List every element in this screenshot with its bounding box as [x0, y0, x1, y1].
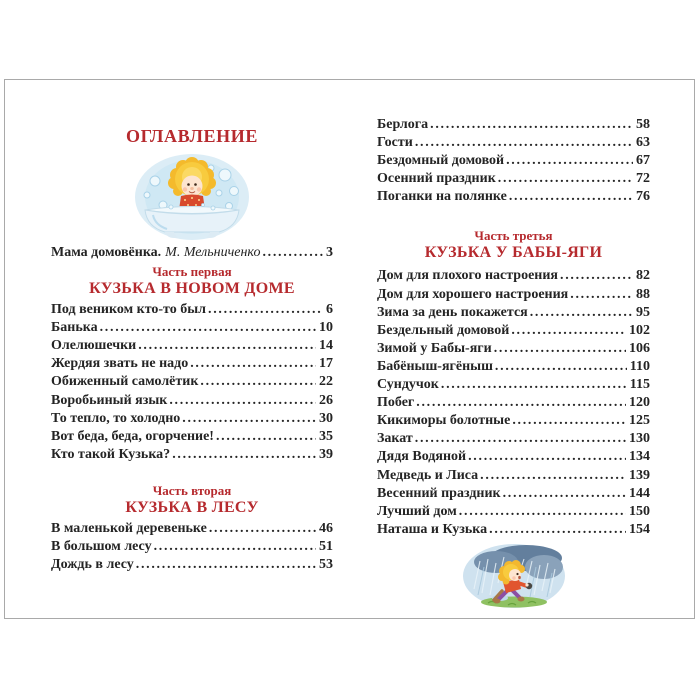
bathtub-illustration	[133, 153, 251, 241]
part2-entries-left	[51, 520, 333, 574]
part1-entries	[51, 301, 333, 464]
entry-page-number: 58	[636, 117, 650, 132]
entry-page-number: 88	[636, 286, 650, 302]
dot-leader	[100, 319, 316, 337]
toc-entry	[377, 412, 650, 430]
entry-title: Закат	[377, 431, 413, 447]
dot-leader	[511, 322, 626, 340]
entry-title: Поганки на полянке	[377, 189, 507, 205]
entry-page-number: 106	[629, 340, 650, 356]
entry-title: Зима за день покажется	[377, 304, 528, 320]
entry-page-number: 130	[629, 431, 650, 447]
toc-entry	[377, 304, 650, 322]
toc-entry	[377, 152, 650, 170]
toc-entry	[377, 376, 650, 394]
entry-title: Жердяя звать не надо	[51, 356, 189, 372]
dot-leader	[209, 520, 316, 538]
dot-leader	[441, 376, 627, 394]
dot-leader	[570, 286, 633, 304]
entry-page-number: 6	[326, 302, 333, 318]
dot-leader	[136, 556, 316, 574]
entry-title: Дом для плохого настроения	[377, 268, 558, 284]
dot-leader	[216, 428, 316, 446]
entry-title: Под веником кто-то был	[51, 302, 207, 318]
dot-leader	[415, 134, 633, 152]
part1-label: Часть первая	[152, 264, 232, 280]
entry-title: Банька	[51, 320, 98, 336]
entry-page-number: 82	[636, 268, 650, 284]
entry-page-number: 26	[319, 392, 333, 408]
entry-title: Олелюшечки	[51, 338, 137, 354]
entry-page-number: 95	[636, 304, 650, 320]
dot-leader	[415, 430, 626, 448]
part3-title: КУЗЬКА У БАБЫ-ЯГИ	[424, 244, 603, 262]
entry-title: Берлога	[377, 117, 429, 132]
toc-entry	[377, 521, 650, 539]
entry-page-number: 67	[636, 153, 650, 169]
dot-leader	[468, 448, 626, 466]
entry-page-number: 154	[629, 521, 650, 537]
dot-leader	[169, 392, 316, 410]
toc-entry	[377, 134, 650, 152]
entry-title: Бездомный домовой	[377, 153, 505, 169]
entry-title: Бабёныш-ягёныш	[377, 358, 493, 374]
dot-leader	[506, 152, 633, 170]
entry-title: Осенний праздник	[377, 171, 496, 187]
toc-entry	[377, 358, 650, 376]
rain-illustration	[462, 543, 566, 609]
toc-heading: ОГЛАВЛЕНИЕ	[126, 126, 258, 146]
entry-page-number: 17	[319, 356, 333, 372]
entry-title	[51, 244, 260, 262]
entry-title: Медведь и Лиса	[377, 467, 479, 483]
entry-title: В большом лесу	[51, 539, 152, 555]
dot-leader	[480, 467, 626, 485]
entry-title: В маленькой деревеньке	[51, 520, 207, 536]
dot-leader	[494, 340, 626, 358]
dot-leader	[560, 267, 633, 285]
toc-entry	[377, 322, 650, 340]
entry-page-number: 10	[319, 320, 333, 336]
toc-entry	[51, 301, 333, 319]
toc-entry	[51, 446, 333, 464]
entry-title: Кто такой Кузька?	[51, 446, 171, 462]
entry-title: Обиженный самолётик	[51, 374, 199, 390]
entry-title: Кикиморы болотные	[377, 413, 511, 429]
toc-entry	[51, 428, 333, 446]
entry-title: Лучший дом	[377, 503, 457, 519]
entry-name: Мама домовёнка.	[51, 245, 162, 260]
entry-title: Дядя Водяной	[377, 449, 467, 465]
dot-leader	[430, 116, 633, 134]
part3-label: Часть третья	[474, 228, 553, 244]
entry-title: Сундучок	[377, 377, 439, 393]
entry-title: То тепло, то холодно	[51, 410, 181, 426]
entry-title: Гости	[377, 135, 413, 151]
entry-page-number: 144	[629, 485, 650, 501]
entry-title: Весенний праздник	[377, 485, 501, 501]
part2-label: Часть вторая	[152, 482, 232, 498]
toc-entry	[377, 116, 650, 134]
dot-leader	[416, 394, 626, 412]
dot-leader	[503, 485, 626, 503]
dot-leader	[172, 446, 316, 464]
entry-page-number: 46	[319, 520, 333, 536]
dot-leader	[154, 538, 316, 556]
dot-leader	[200, 373, 316, 391]
dot-leader	[498, 170, 633, 188]
toc-entry	[51, 337, 333, 355]
dot-leader	[208, 301, 323, 319]
toc-entry	[377, 170, 650, 188]
dot-leader	[138, 337, 316, 355]
entry-author: М. Мельниченко	[165, 245, 261, 260]
dot-leader	[495, 358, 627, 376]
toc-entry	[377, 394, 650, 412]
dot-leader	[190, 355, 316, 373]
dot-leader	[509, 188, 633, 206]
dot-leader	[512, 412, 626, 430]
part1-title: КУЗЬКА В НОВОМ ДОМЕ	[89, 280, 295, 298]
toc-entry	[377, 467, 650, 485]
entry-page-number: 115	[629, 377, 650, 393]
entry-page-number: 63	[636, 135, 650, 151]
entry-page-number: 125	[629, 413, 650, 429]
toc-entry	[377, 503, 650, 521]
entry-title: Наташа и Кузька	[377, 521, 488, 537]
entry-page-number: 134	[629, 449, 650, 465]
entry-page-number: 22	[319, 374, 333, 390]
entry-page-number: 72	[636, 171, 650, 187]
dot-leader	[459, 503, 626, 521]
toc-left-column	[51, 80, 333, 574]
toc-entry	[51, 556, 333, 574]
entry-title: Дождь в лесу	[51, 557, 134, 573]
entry-page-number: 51	[319, 539, 333, 555]
toc-entry	[51, 319, 333, 337]
entry-page-number: 150	[629, 503, 650, 519]
toc-entry	[377, 267, 650, 285]
toc-right-column	[377, 80, 650, 609]
dot-leader	[530, 304, 633, 322]
entry-page-number: 35	[319, 428, 333, 444]
entry-page-number: 3	[326, 245, 333, 260]
toc-entry	[377, 286, 650, 304]
toc-entry	[51, 410, 333, 428]
toc-entry	[51, 355, 333, 373]
toc-entry	[377, 448, 650, 466]
entry-page-number: 30	[319, 410, 333, 426]
entry-title: Воробьиный язык	[51, 392, 168, 408]
entry-page-number: 53	[319, 557, 333, 573]
toc-entry	[377, 340, 650, 358]
toc-entry	[51, 392, 333, 410]
entry-page-number: 76	[636, 189, 650, 205]
part2-title: КУЗЬКА В ЛЕСУ	[125, 498, 259, 516]
part2-entries-right	[377, 116, 650, 206]
toc-entry	[51, 520, 333, 538]
entry-page-number: 139	[629, 467, 650, 483]
book-page	[4, 79, 695, 619]
toc-entry	[377, 485, 650, 503]
toc-entry-mama-domovenka	[51, 244, 333, 262]
entry-page-number: 102	[629, 322, 650, 338]
entry-page-number: 110	[629, 358, 650, 374]
entry-title: Зимой у Бабы-яги	[377, 340, 492, 356]
toc-entry	[51, 538, 333, 556]
entry-page-number: 14	[319, 338, 333, 354]
entry-title: Бездельный домовой	[377, 322, 510, 338]
entry-title: Вот беда, беда, огорчение!	[51, 428, 214, 444]
entry-title: Побег	[377, 395, 415, 411]
part3-entries	[377, 267, 650, 538]
dot-leader	[489, 521, 626, 539]
entry-page-number: 39	[319, 446, 333, 462]
entry-page-number: 120	[629, 395, 650, 411]
toc-entry	[377, 430, 650, 448]
entry-title: Дом для хорошего настроения	[377, 286, 569, 302]
toc-entry	[377, 188, 650, 206]
toc-entry	[51, 373, 333, 391]
dot-leader	[182, 410, 316, 428]
dot-leader	[262, 244, 323, 262]
